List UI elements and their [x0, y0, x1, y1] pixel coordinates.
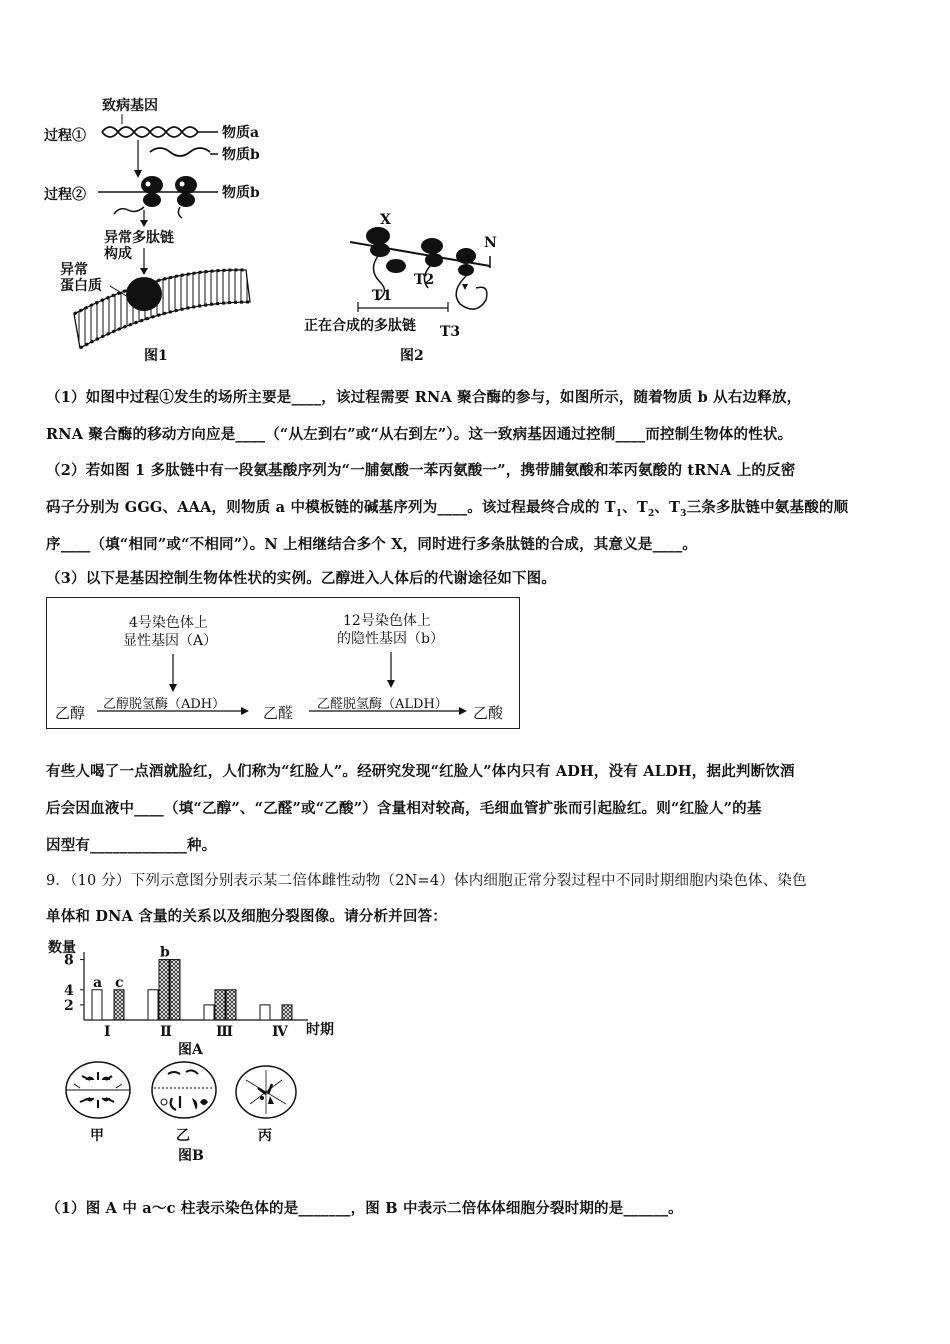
cell-label-yi: 乙 [176, 1128, 190, 1144]
bar-c-4 [282, 1005, 292, 1020]
q8-line-4-sub-2: 2 [647, 508, 655, 519]
substance-a-label: 物质a [222, 125, 260, 141]
cell-bing [236, 1066, 296, 1118]
abnormal-peptide-label: 异常多肽链 [104, 230, 174, 246]
q8-line-4-part-c: 、T [622, 499, 648, 516]
x-categories [104, 1024, 289, 1040]
bar-a-4 [260, 1005, 270, 1020]
abnormal-protein-label-2: 蛋白质 [60, 278, 102, 294]
bar-b-3 [215, 990, 225, 1020]
q8-line-4-sub-3: 3 [680, 508, 687, 519]
acetaldehyde-label: 乙醛 [263, 704, 294, 722]
forms-label: 构成 [104, 246, 132, 262]
q8-line-2: RNA 聚合酶的移动方向应是____（“从左到右”或“从右到左”）。这一致病基因通过控制____而控制生物体的性状。 [46, 426, 793, 443]
x-category-3: Ⅲ [216, 1024, 234, 1040]
figure-a-caption: 图A [178, 1042, 203, 1058]
y-tick-2: 2 [64, 997, 74, 1014]
q8-line-4 [46, 496, 848, 519]
x-category-1: Ⅰ [104, 1024, 111, 1040]
y-tick-8: 8 [64, 952, 74, 969]
process1-label: 过程① [44, 128, 86, 144]
q8-line-3: （2）若如图 1 多肽链中有一段氨基酸序列为“一脯氨酸一苯丙氨酸一”，携带脯氨酸和苯丙氨酸的 tRNA 上的反密 [46, 462, 796, 479]
bar-c-3 [226, 990, 236, 1020]
t3-label: T3 [440, 324, 461, 340]
figure-b-cells [60, 1058, 310, 1168]
gene-b-line-1: 12号染色体上 [343, 613, 431, 629]
cell-label-jia: 甲 [90, 1128, 104, 1144]
peptide-label: 正在合成的多肽链 [304, 318, 416, 334]
figure-2-caption: 图2 [400, 348, 424, 364]
series-label-c: c [115, 974, 124, 991]
t1-label: T1 [372, 288, 393, 304]
bar-c-1 [114, 990, 124, 1020]
bar-a-3 [204, 1005, 214, 1020]
cell-yi [152, 1062, 216, 1118]
bar-c-2 [170, 960, 180, 1020]
gene-label: 致病基因 [102, 98, 158, 114]
figure-a-chart [40, 938, 350, 1060]
gene-a-line-2: 显性基因（A） [123, 633, 218, 649]
q9-line-2: 单体和 DNA 含量的关系以及细胞分裂图像。请分析并回答： [46, 908, 447, 925]
q8-line-4-part-e: 、T [654, 499, 681, 516]
q8-line-4-part-g: 三条多肽链中氨基酸的顺 [686, 499, 849, 516]
gene-b-line-2: 的隐性基因（b） [337, 631, 444, 647]
enzyme-aldh-label: 乙醛脱氢酶（ALDH） [317, 697, 448, 712]
figure-2 [300, 200, 510, 367]
x-axis-title: 时期 [306, 1022, 334, 1038]
figure-1 [40, 92, 290, 367]
series-label-a: a [93, 974, 103, 991]
q8-line-1: （1）如图中过程①发生的场所主要是____，该过程需要 RNA 聚合酶的参与，如图所示，随着物质 b 从右边释放， [46, 389, 802, 406]
y-ticks [64, 953, 84, 1014]
figure-b-caption: 图B [178, 1148, 204, 1164]
x-label: X [380, 212, 391, 228]
bar-a-2 [148, 990, 158, 1020]
bar-b-2 [159, 960, 169, 1020]
q8-line-8: 后会因血液中____（填“乙醇”、“乙醛”或“乙酸”）含量相对较高，毛细血管扩张而引起脸红。则“红脸人”的基 [46, 800, 762, 817]
abnormal-protein-label-1: 异常 [60, 262, 88, 278]
q8-line-7: 有些人喝了一点酒就脸红，人们称为“红脸人”。经研究发现“红脸人”体内只有 ADH，没有 ALDH，据此判断饮酒 [46, 763, 795, 780]
t2-label: T2 [414, 272, 435, 288]
y-axis-title: 数量 [48, 940, 76, 956]
gene-a-line-1: 4号染色体上 [129, 615, 208, 631]
cell-jia [66, 1062, 130, 1118]
q8-line-5: 序____（填“相同”或“不相同”）。N 上相继结合多个 X，同时进行多条肽链的合成，其意义是____。 [46, 536, 698, 553]
ethanol-label: 乙醇 [55, 704, 86, 722]
substance-b-label-2: 物质b [222, 185, 260, 201]
series-label-b: b [160, 944, 170, 961]
acetic-acid-label: 乙酸 [473, 704, 504, 722]
n-label: N [484, 235, 497, 251]
cell-label-bing: 丙 [258, 1128, 272, 1144]
q8-line-4-part-a: 码子分别为 GGG、AAA，则物质 a 中模板链的碱基序列为____。该过程最终合成的 T [46, 499, 616, 516]
bars [92, 945, 292, 1020]
q9-line-1: 9．（10 分）下列示意图分别表示某二倍体雌性动物（2N=4）体内细胞正常分裂过程中不同时期细胞内染色体、染色 [46, 873, 807, 889]
process2-label: 过程② [44, 187, 86, 203]
q8-line-9: 因型有_____________种。 [46, 837, 217, 854]
figure-1-caption: 图1 [144, 348, 168, 364]
enzyme-adh-label: 乙醇脱氢酶（ADH） [103, 697, 226, 712]
q9-line-3: （1）图 A 中 a～c 柱表示染色体的是_______，图 B 中表示二倍体体细胞分裂时期的是______。 [46, 1200, 683, 1217]
x-category-2: Ⅱ [160, 1024, 172, 1040]
substance-b-label-1: 物质b [222, 147, 260, 163]
ethanol-pathway-diagram [46, 597, 520, 729]
q8-line-4-sub-1: 1 [615, 508, 623, 519]
y-tick-4: 4 [64, 982, 74, 999]
x-category-4: Ⅳ [272, 1024, 288, 1040]
bar-a-1 [92, 990, 102, 1020]
q8-line-6: （3）以下是基因控制生物体性状的实例。乙醇进入人体后的代谢途径如下图。 [46, 570, 557, 587]
